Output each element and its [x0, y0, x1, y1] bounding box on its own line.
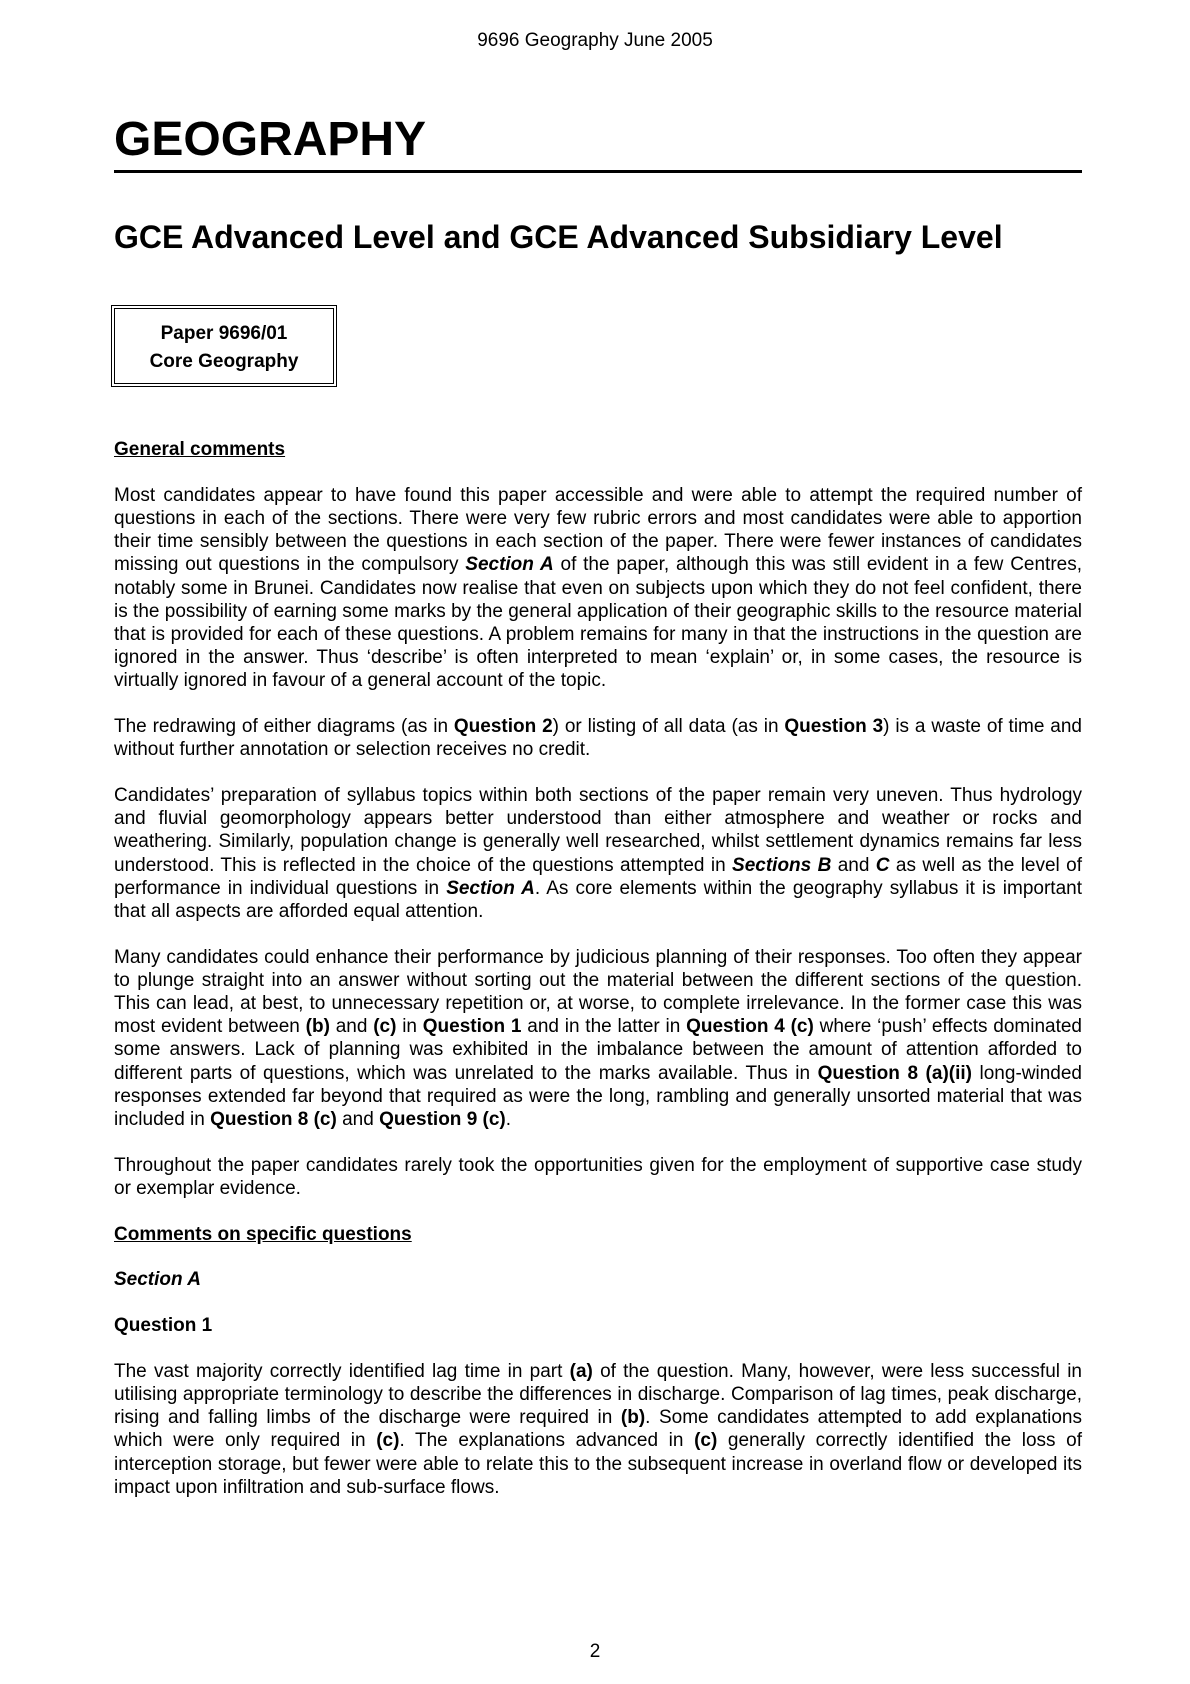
report-body: [114, 438, 1082, 1522]
text-run: and: [336, 1109, 380, 1131]
general-paragraph-3: [114, 784, 1082, 923]
page-title: GEOGRAPHY: [114, 112, 1082, 173]
text-run: . As core elements within the geography syllabus it is important that all aspects are afforded equal attention.: [114, 877, 1082, 922]
text-run: ) is a waste of time and without further annotation or selection receives no credit.: [114, 716, 1082, 761]
section-heading: [114, 1268, 1082, 1291]
bold-run: Question 4 (c): [686, 1016, 814, 1038]
text-run: Most candidates appear to have found this paper accessible and were able to attempt the required number of questions in each of the sections. There were very few rubric errors and most candidates were able to apportion their time sensibly between the questions in each section of the paper. There were fewer instances of candidates missing out questions in the compulsory: [114, 484, 1082, 576]
text-run: and: [831, 854, 876, 876]
text-run: as well as the level of performance in individual questions in: [114, 854, 1082, 899]
text-run: where ‘push’ effects dominated some answers. Lack of planning was exhibited in the imbalance between the amount of attention afforded to different parts of questions, which was unrelated to the marks available. Thus in: [114, 1016, 1082, 1084]
bold-run: Question 8 (a)(ii): [817, 1062, 972, 1084]
emphasis-run: Section A: [446, 877, 535, 899]
text-run: generally correctly identified the loss of interception storage, but fewer were able to relate this to the subsequent increase in overland flow or developed its impact upon infiltration and sub-surface flows.: [114, 1430, 1083, 1498]
question-heading: [114, 1314, 1082, 1337]
running-header: 9696 Geography June 2005: [477, 30, 713, 51]
text-run: Many candidates could enhance their performance by judicious planning of their responses. Too often they appear to plunge straight into an answer without sorting out the material between the different sections of the question. This can lead, at best, to unnecessary repetition or, at worse, to complete irrelevance. In the former case this was most evident between: [114, 946, 1082, 1038]
text-run: and: [329, 1016, 374, 1038]
bold-run: (c): [373, 1016, 397, 1038]
text-run: .: [505, 1109, 512, 1131]
bold-run: (b): [620, 1407, 646, 1429]
text-run: long-winded responses extended far beyond that required as were the long, rambling and generally unsorted material that was included in: [114, 1062, 1082, 1131]
section-label: Section A: [114, 1269, 201, 1291]
paper-name: Core Geography: [149, 351, 299, 372]
bold-run: (c): [694, 1430, 718, 1452]
specific-comments-heading: Comments on specific questions: [114, 1223, 412, 1245]
page-number: 2: [589, 1641, 601, 1662]
general-paragraph-5: Throughout the paper candidates rarely took the opportunities given for the employment of supportive case study or exemplar evidence.: [114, 1154, 1082, 1199]
question-label: Question 1: [114, 1315, 213, 1337]
general-comments-heading: General comments: [114, 439, 286, 460]
bold-run: Question 9 (c): [379, 1109, 506, 1131]
text-run: The redrawing of either diagrams (as in: [114, 716, 454, 738]
paper-code: Paper 9696/01: [160, 323, 288, 344]
bold-run: Question 1: [422, 1016, 522, 1038]
text-run: and in the latter in: [521, 1016, 687, 1038]
emphasis-run: C: [875, 854, 890, 876]
paper-info-box: [111, 305, 337, 387]
text-run: . The explanations advanced in: [399, 1430, 695, 1452]
general-paragraph-1: [114, 484, 1082, 693]
text-run: of the paper, although this was still evident in a few Centres, notably some in Brunei. Candidates now realise that even on subjects upon which they do not feel confident, there is the possibility of earning some marks by the general application of their geographic skills to the resource material that is provided for each of these questions. A problem remains for many in that the instructions in the question are ignored in the answer. Thus ‘describe’ is often interpreted to mean ‘explain’ or, in some cases, the resource is virtually ignored in favour of a general account of the topic.: [114, 554, 1083, 692]
text-run: ) or listing of all data (as in: [552, 716, 785, 738]
text-run: of the question. Many, however, were less successful in utilising appropriate terminology to describe the differences in discharge. Comparison of lag times, peak discharge, rising and falling limbs of the discharge were required in: [114, 1360, 1082, 1429]
page-subtitle: GCE Advanced Level and GCE Advanced Subsidiary Level: [114, 219, 1003, 255]
text-run: . Some candidates attempted to add explanations which were only required in: [114, 1407, 1082, 1452]
emphasis-run: Sections B: [732, 854, 832, 876]
bold-run: (a): [569, 1360, 593, 1382]
bold-run: (b): [305, 1016, 330, 1038]
bold-run: (c): [376, 1430, 400, 1452]
question-1-paragraph: [114, 1360, 1082, 1499]
emphasis-run: Section A: [465, 554, 554, 576]
general-paragraph-4: [114, 946, 1082, 1132]
bold-run: Question 3: [784, 716, 884, 738]
text-run: The vast majority correctly identified lag time in part: [114, 1360, 570, 1382]
text-run: in: [396, 1016, 423, 1038]
bold-run: Question 2: [453, 716, 553, 738]
text-run: Candidates’ preparation of syllabus topics within both sections of the paper remain very uneven. Thus hydrology and fluvial geomorphology appears better understood than either atmosphere and weather or rocks and weathering. Similarly, population change is generally well researched, whilst settlement dynamics remains far less understood. This is reflected in the choice of the questions attempted in: [114, 784, 1082, 876]
general-paragraph-2: [114, 715, 1082, 761]
bold-run: Question 8 (c): [210, 1109, 337, 1131]
